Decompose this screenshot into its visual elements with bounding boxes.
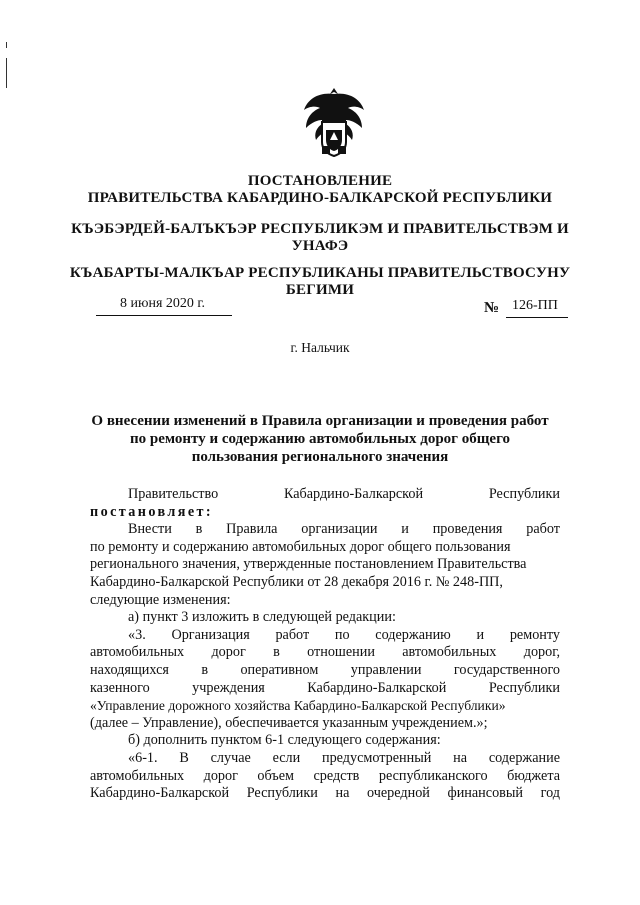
body-line: «6-1. В случае если предусмотренный на содержание (128, 749, 560, 766)
government-name-kbd-line1: КЪЭБЭРДЕЙ-БАЛЪКЪЭР РЕСПУБЛИКЭМ И ПРАВИТЕЛЬСТВЭМ И (71, 221, 569, 237)
document-title-line3: пользования регионального значения (191, 449, 449, 465)
body-line: (далее – Управление), обеспечивается указанным учреждением.»; (90, 714, 488, 731)
body-line: по ремонту и содержанию автомобильных дорог общего пользования (90, 538, 511, 555)
body-line: автомобильных дорог объем средств республиканского бюджета (90, 767, 560, 784)
body-line: регионального значения, утвержденные постановлением Правительства (90, 556, 527, 573)
document-body (90, 486, 560, 803)
city: г. Нальчик (290, 340, 350, 355)
government-name-krc-line1: КЪАБАРТЫ-МАЛКЪАР РЕСПУБЛИКАНЫ ПРАВИТЕЛЬСТВОСУНУ (69, 265, 571, 281)
margin-mark (6, 42, 7, 48)
body-line: Правительство Кабардино-Балкарской Республики (128, 486, 560, 502)
decree-title: ПОСТАНОВЛЕНИЕ (247, 173, 393, 189)
date-underline (96, 315, 232, 316)
document-title-line1: О внесении изменений в Правила организации и проведения работ (91, 413, 549, 429)
body-line: Кабардино-Балкарской Республики на очередной финансовый год (90, 785, 560, 802)
government-name-kbd-line2: УНАФЭ (291, 238, 349, 254)
body-line: находящихся в оперативном управлении государственного (90, 661, 560, 678)
document-title-line2: по ремонту и содержанию автомобильных дорог общего (129, 431, 511, 447)
body-line: Кабардино-Балкарской Республики от 28 декабря 2016 г. № 248-ПП, (90, 573, 503, 590)
body-line: следующие изменения: (90, 591, 231, 608)
decree-date: 8 июня 2020 г. (120, 296, 206, 311)
body-line: «Управление дорожного хозяйства Кабардино-Балкарской Республики» (90, 698, 506, 714)
margin-mark (6, 58, 7, 88)
body-line: б) дополнить пунктом 6-1 следующего содержания: (128, 732, 441, 749)
body-line: казенного учреждения Кабардино-Балкарской Республики (90, 679, 560, 696)
body-line-resolves: постановляет: (90, 503, 214, 520)
decree-number: 126-ПП (512, 298, 558, 313)
body-line: автомобильных дорог в отношении автомобильных дорог, (90, 644, 560, 661)
body-line: а) пункт 3 изложить в следующей редакции: (128, 609, 396, 626)
document-title (0, 412, 640, 466)
government-name-krc-line2: БЕГИМИ (285, 282, 355, 298)
body-line: Внести в Правила организации и проведения работ (128, 521, 560, 538)
body-line: «3. Организация работ по содержанию и ремонту (128, 626, 560, 643)
number-label: № (484, 300, 500, 316)
number-underline (506, 317, 568, 318)
government-name-ru: ПРАВИТЕЛЬСТВА КАБАРДИНО-БАЛКАРСКОЙ РЕСПУБЛИКИ (87, 190, 553, 206)
coat-of-arms-emblem (300, 84, 368, 158)
